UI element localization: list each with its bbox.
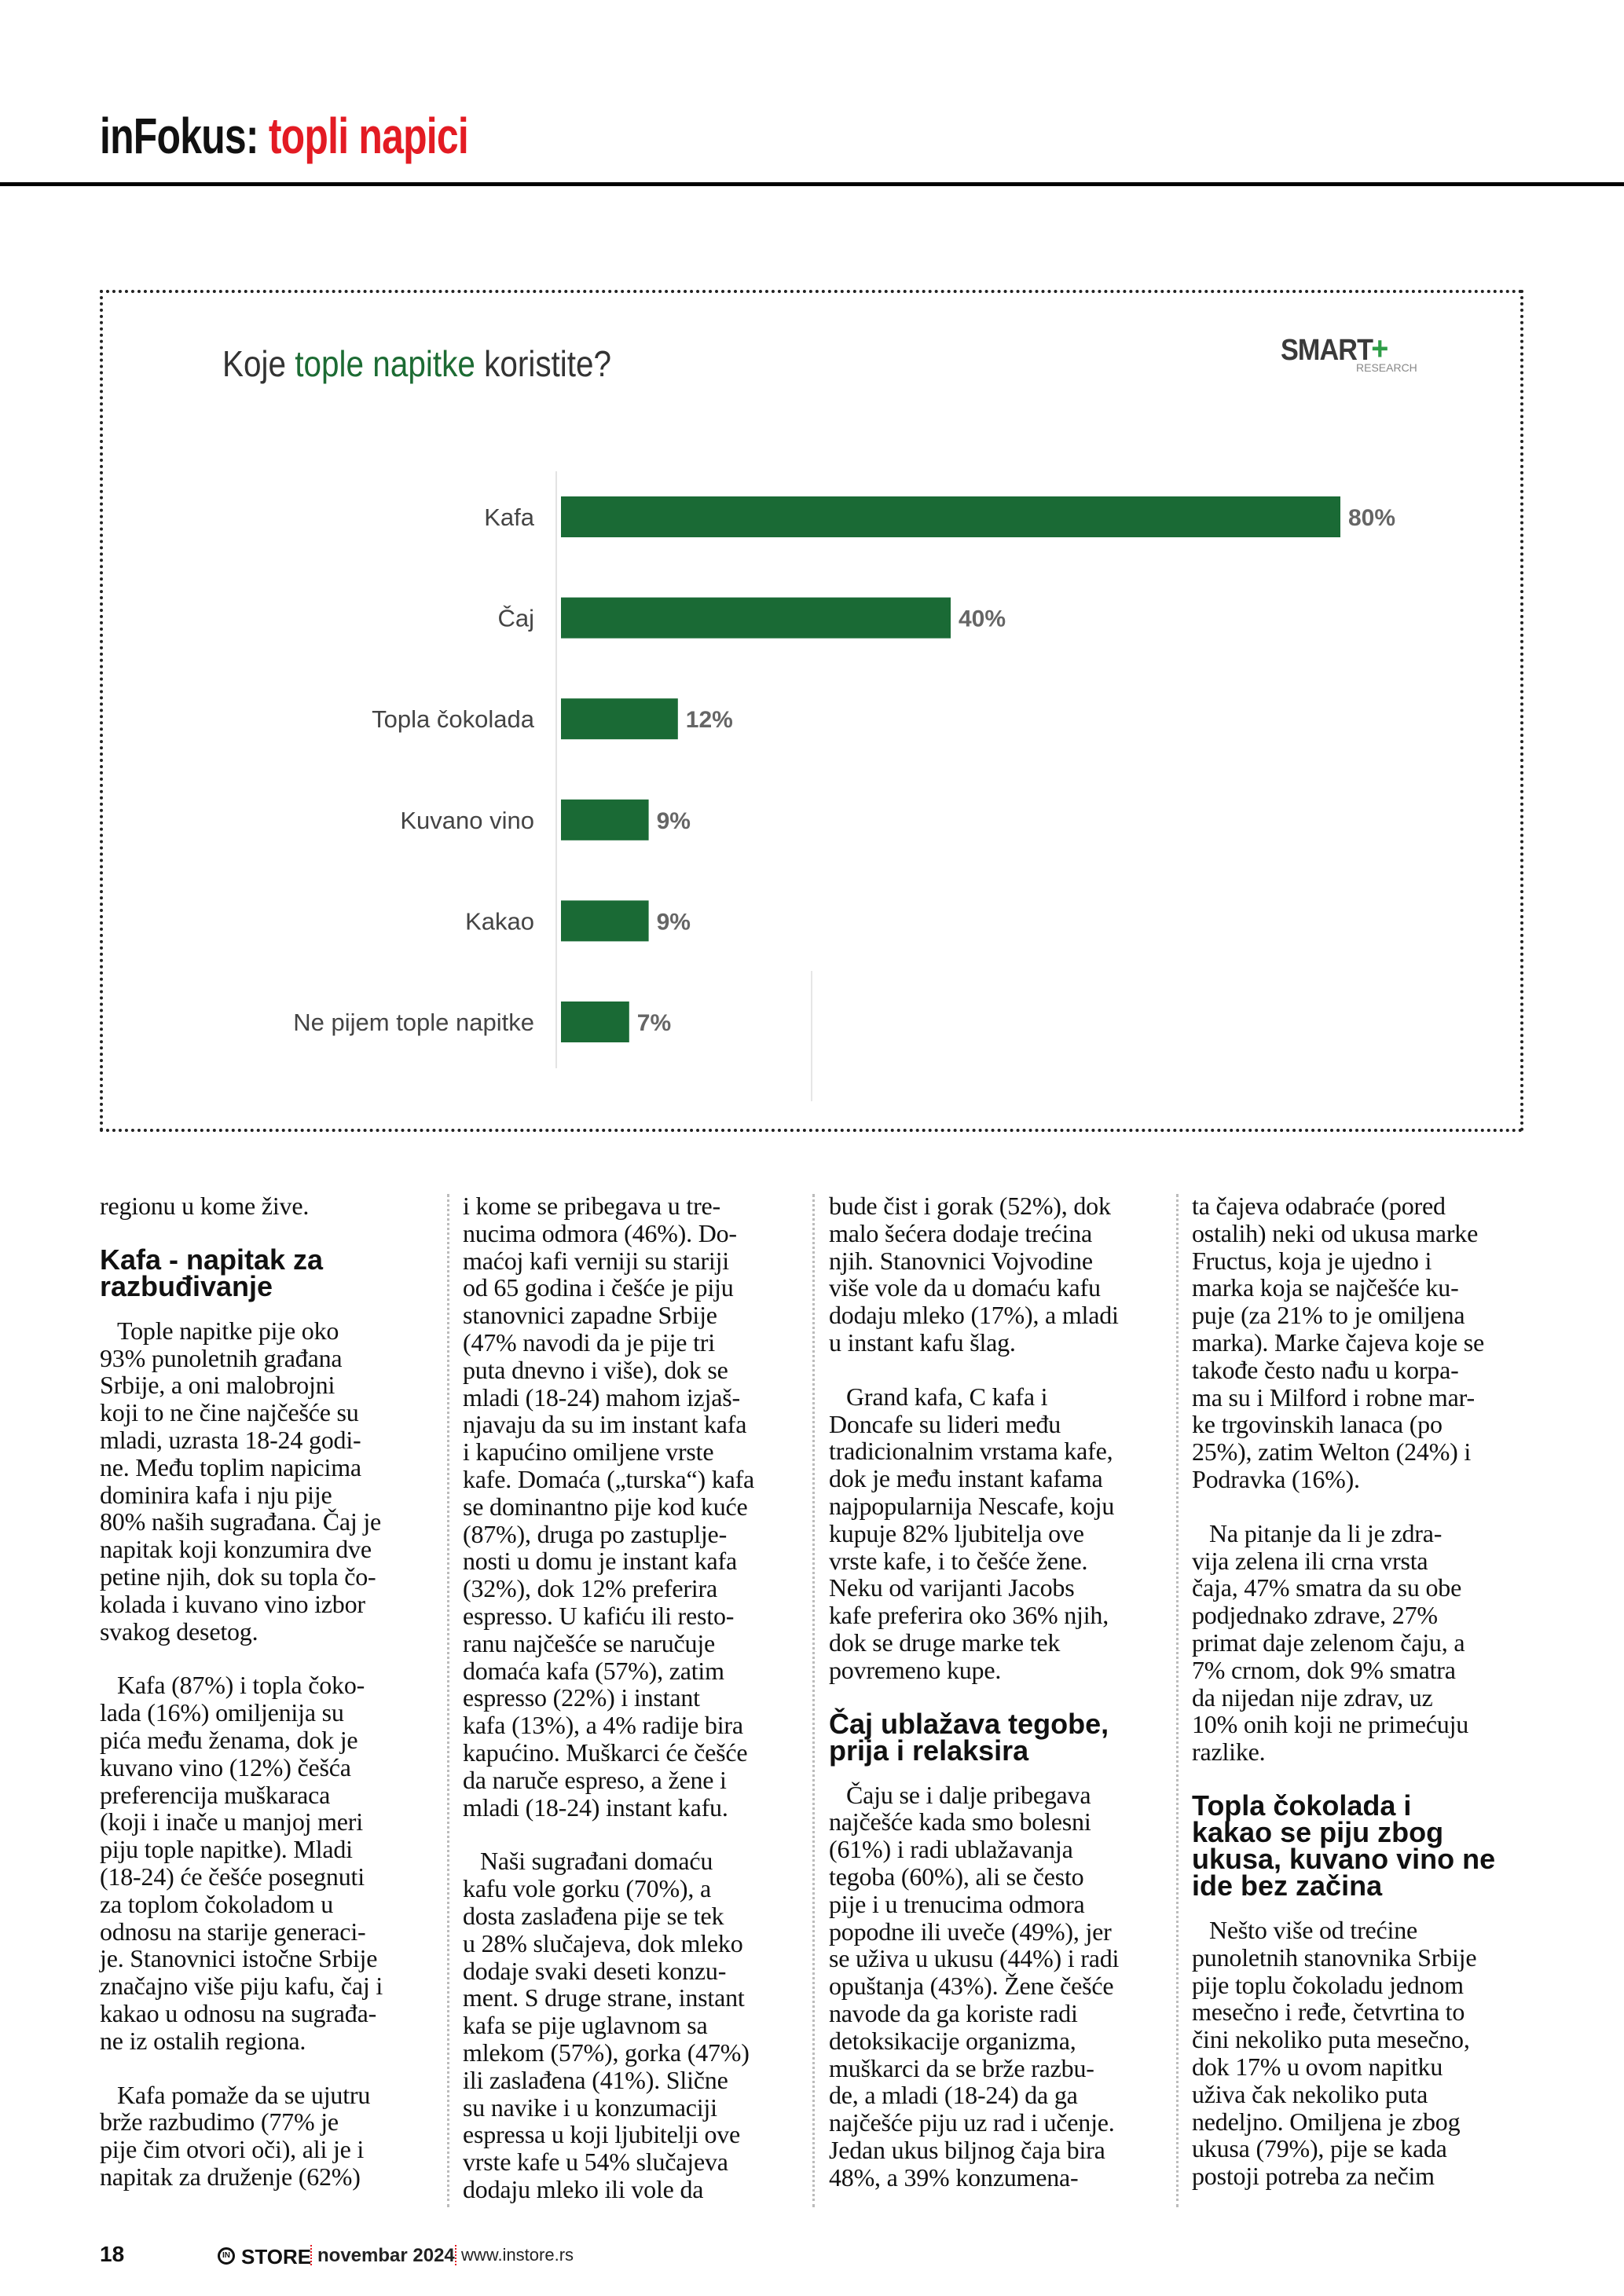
chart-title-part: Koje [222, 343, 295, 384]
text-line: ostalih) neki od ukusa marke [1192, 1218, 1479, 1247]
text-line: njavaju da su im instant kafa [463, 1410, 747, 1439]
logo-text: SMART+ [1281, 330, 1388, 367]
value-label: 9% [656, 807, 691, 834]
text-line: 48%, a 39% konzumena- [829, 2162, 1079, 2192]
text-line: dok se druge marke tek [829, 1628, 1061, 1657]
text-line: nosti u domu je instant kafa [463, 1547, 738, 1576]
text-line: Grand kafa, C kafa i [846, 1382, 1048, 1411]
text-line: i kapućino omiljene vrste [463, 1437, 714, 1467]
text-line: 10% onih koji ne primećuju [1192, 1710, 1469, 1739]
value-label: 7% [636, 1010, 672, 1036]
text-line: Srbije, a oni malobrojni [100, 1371, 335, 1400]
text-line: kolada i kuvano vino izbor [100, 1589, 365, 1618]
paragraph [829, 1383, 1179, 1684]
text-line: se uživa u ukusu (44%) i radi [829, 1944, 1120, 1973]
text-line: kafe. Domaća („turska“) kafa [463, 1464, 755, 1493]
text-column [1192, 1192, 1542, 2217]
text-line: kuvano vino (12%) češća [100, 1752, 351, 1782]
text-line: Nešto više od trećine [1209, 1915, 1418, 1944]
text-line: pića među ženama, dok je [100, 1725, 358, 1754]
text-line: ukusa, kuvano vino ne [1192, 1842, 1496, 1875]
text-line: podjednako zdrave, 27% [1192, 1601, 1438, 1630]
bar [561, 598, 951, 639]
text-line: ta čajeva odabraće (pored [1192, 1192, 1446, 1220]
text-line: Neku od varijanti Jacobs [829, 1573, 1075, 1602]
text-line: espressa u koji ljubitelji ove [463, 2120, 741, 2149]
text-line: espresso. U kafiću ili resto- [463, 1601, 735, 1630]
text-line: kakao u odnosu na sugrađa- [100, 1998, 377, 2027]
paragraph [100, 1192, 450, 1220]
text-line: regionu u kome žive. [100, 1192, 310, 1220]
in-logo-icon: IN [218, 2247, 235, 2265]
chart-title-accent: tople napitke [295, 343, 475, 384]
text-line: čaja, 47% smatra da su obe [1192, 1573, 1462, 1602]
text-line: (18-24) će češće posegnuti [100, 1862, 365, 1891]
text-line: lada (16%) omiljenija su [100, 1698, 344, 1727]
text-line: ili zaslađena (41%). Slične [463, 2065, 728, 2094]
paragraph [100, 2082, 450, 2191]
text-line: ukusa (79%), pije se kada [1192, 2134, 1447, 2163]
text-line: (87%), druga po zastuplje- [463, 1519, 728, 1548]
text-line: više vole da u domaću kafu [829, 1273, 1101, 1302]
text-line: kupuje 82% ljubitelja ove [829, 1518, 1084, 1547]
text-line: (47% navodi da je pije tri [463, 1327, 715, 1357]
bar [561, 900, 649, 941]
category-label: Topla čokolada [372, 705, 534, 734]
category-label: Ne pijem tople napitke [293, 1009, 534, 1036]
text-line: brže razbudimo (77% je [100, 2107, 339, 2137]
text-line: uživa čak nekoliko puta [1192, 2079, 1428, 2108]
text-line: puta dnevno i više), dok se [463, 1355, 728, 1384]
text-line: ranu najčešće se naručuje [463, 1628, 716, 1657]
paragraph [100, 1672, 450, 2054]
text-line: čini nekoliko puta mesečno, [1192, 2025, 1470, 2054]
text-line: kafa se pije uglavnom sa [463, 2011, 708, 2040]
text-line: Naši sugrađani domaću [480, 1847, 713, 1876]
value-label: 80% [1348, 505, 1396, 531]
bar [561, 800, 649, 840]
text-line: Topla čokolada i [1192, 1789, 1412, 1822]
column-divider [812, 1194, 815, 2207]
text-line: ment. S druge strane, instant [463, 1983, 745, 2012]
paragraph [463, 1847, 813, 2203]
text-line: nedeljno. Omiljena je zbog [1192, 2107, 1461, 2136]
text-line: od 65 godina i češće je piju [463, 1273, 734, 1302]
text-line: dok je među instant kafama [829, 1464, 1103, 1493]
website-link[interactable]: www.instore.rs [461, 2245, 574, 2265]
paragraph [100, 1317, 450, 1646]
text-line: dosta zaslađena pije se tek [463, 1901, 724, 1930]
text-line: pije i u trenucima odmora [829, 1889, 1085, 1918]
bar [561, 496, 1340, 537]
text-line: Fructus, koja je ujedno i [1192, 1246, 1432, 1275]
text-line: nucima odmora (46%). Do- [463, 1218, 737, 1247]
section-prefix: inFokus: [100, 108, 258, 164]
paragraph [463, 1192, 813, 1821]
subheading [829, 1707, 1179, 1767]
text-line: najčešće piju uz rad i učenje. [829, 2108, 1115, 2137]
text-line: punoletnih stanovnika Srbije [1192, 1943, 1477, 1972]
text-line: vrste kafe u 54% slučajeva [463, 2148, 728, 2177]
text-line: kakao se piju zbog [1192, 1815, 1444, 1848]
text-line: dominira kafa i nju pije [100, 1480, 332, 1509]
text-line: ma su i Milford i robne mar- [1192, 1382, 1475, 1412]
text-line: maćoj kafi verniji su stariji [463, 1246, 729, 1275]
text-line: pije toplu čokoladu jednom [1192, 1970, 1464, 1999]
text-line: marka koja se najčešće ku- [1192, 1273, 1459, 1302]
paragraph [1192, 1192, 1542, 1493]
text-line: muškarci da se brže razbu- [829, 2053, 1094, 2082]
text-line: dodaju mleko (17%), a mladi [829, 1301, 1119, 1330]
column-divider [1176, 1194, 1179, 2207]
text-line: Kafa - napitak za [100, 1243, 324, 1276]
text-column [463, 1192, 813, 2230]
text-line: puje (za 21% to je omiljena [1192, 1301, 1465, 1330]
paragraph [829, 1192, 1179, 1357]
chart-title-part: koristite? [475, 343, 612, 384]
text-line: koji to ne čine najčešće su [100, 1398, 359, 1427]
text-line: 25%), zatim Welton (24%) i [1192, 1437, 1472, 1467]
subheading [1192, 1789, 1542, 1902]
text-line: ke trgovinskih lanaca (po [1192, 1410, 1443, 1439]
page-number: 18 [100, 2242, 125, 2266]
text-line: 93% punoletnih građana [100, 1343, 343, 1372]
paragraph [1192, 1917, 1542, 2190]
text-line: Čaju se i dalje pribegava [846, 1780, 1091, 1809]
text-line: Doncafe su lideri među [829, 1409, 1061, 1438]
value-label: 12% [685, 707, 733, 734]
text-line: u instant kafu šlag. [829, 1327, 1016, 1357]
text-line: 7% crnom, dok 9% smatra [1192, 1655, 1456, 1684]
text-line: Podravka (16%). [1192, 1464, 1360, 1493]
value-label: 40% [959, 606, 1006, 632]
category-label: Kuvano vino [400, 806, 534, 834]
text-line: (koji i inače u manjoj meri [100, 1807, 363, 1836]
text-line: postoji potreba za nečim [1192, 2162, 1435, 2191]
text-line: kapućino. Muškarci će češće [463, 1738, 748, 1767]
text-line: pije čim otvori oči), ali je i [100, 2135, 365, 2164]
text-line: razbuđivanje [100, 1269, 273, 1302]
text-line: stanovnici zapadne Srbije [463, 1301, 717, 1330]
text-line: Na pitanje da li je zdra- [1209, 1518, 1443, 1547]
text-line: povremeno kupe. [829, 1655, 1002, 1684]
text-line: tradicionalnim vrstama kafe, [829, 1437, 1113, 1466]
text-line: Čaj ublažava tegobe, [829, 1707, 1109, 1740]
text-line: napitak za druženje (62%) [100, 2162, 361, 2191]
paragraph [1192, 1520, 1542, 1766]
text-line: malo šećera dodaje trećina [829, 1218, 1093, 1247]
text-line: 80% naših sugrađana. Čaj je [100, 1507, 382, 1536]
text-line: njih. Stanovnici Vojvodine [829, 1246, 1093, 1275]
text-column [100, 1192, 450, 2217]
text-line: dodaju mleko ili vole da [463, 2174, 704, 2203]
text-line: (61%) i radi ublažavanja [829, 1835, 1073, 1864]
category-label: Kakao [465, 907, 534, 936]
text-line: Tople napitke pije oko [117, 1316, 339, 1345]
magazine-name: STORE [241, 2245, 312, 2269]
section-topic: topli napici [268, 108, 468, 164]
subheading [100, 1243, 450, 1302]
category-label: Čaj [497, 604, 534, 632]
text-line: (32%), dok 12% preferira [463, 1574, 717, 1603]
text-line: navode da ga koriste radi [829, 1998, 1078, 2027]
text-line: ne iz ostalih regiona. [100, 2026, 306, 2055]
footer-divider [455, 2245, 456, 2265]
text-line: domaća kafa (57%), zatim [463, 1656, 724, 1685]
text-line: vija zelena ili crna vrsta [1192, 1546, 1428, 1575]
text-line: mesečno i ređe, četvrtina to [1192, 1998, 1465, 2027]
logo-subtext: RESEARCH [1356, 361, 1417, 374]
issue-date: novembar 2024 [317, 2245, 455, 2266]
text-line: mlekom (57%), gorka (47%) [463, 2038, 750, 2067]
text-line: za toplom čokoladom u [100, 1889, 334, 1918]
text-line: vrste kafe, i to češće žene. [829, 1546, 1088, 1575]
text-line: petine njih, dok su topla čo- [100, 1562, 376, 1591]
footer-divider [310, 2245, 312, 2265]
text-line: popodne ili uveče (49%), jer [829, 1917, 1112, 1946]
text-line: kafa (13%), a 4% radije bira [463, 1711, 743, 1740]
text-line: napitak koji konzumira dve [100, 1535, 372, 1564]
text-line: ne. Među toplim napicima [100, 1452, 361, 1481]
text-line: preferencija muškaraca [100, 1780, 331, 1809]
text-line: Kafa (87%) i topla čoko- [117, 1671, 365, 1700]
text-line: de, a mladi (18-24) da ga [829, 2081, 1078, 2110]
text-line: prija i relaksira [829, 1734, 1029, 1767]
text-line: kafe preferira oko 36% njih, [829, 1601, 1109, 1630]
text-line: opuštanja (43%). Žene češće [829, 1972, 1114, 2001]
text-line: marka). Marke čajeva koje se [1192, 1327, 1484, 1357]
text-line: u 28% slučajeva, dok mleko [463, 1928, 743, 1957]
text-line: bude čist i gorak (52%), dok [829, 1192, 1111, 1220]
text-line: najčešće kada smo bolesni [829, 1807, 1091, 1836]
text-line: primat daje zelenom čaju, a [1192, 1628, 1465, 1657]
text-line: značajno više piju kafu, čaj i [100, 1972, 383, 2001]
text-line: su navike i u konzumaciji [463, 2093, 717, 2122]
text-line: da naruče espreso, a žene i [463, 1765, 727, 1794]
text-line: odnosu na starije generaci- [100, 1917, 366, 1946]
text-line: svakog desetog. [100, 1617, 258, 1646]
paragraph [829, 1782, 1179, 2192]
text-line: mladi, uzrasta 18-24 godi- [100, 1425, 361, 1454]
text-line: je. Stanovnici istočne Srbije [100, 1944, 378, 1973]
text-line: tegoba (60%), ali se često [829, 1862, 1084, 1891]
text-line: mladi (18-24) mahom izjaš- [463, 1382, 740, 1412]
text-line: dodaje svaki deseti konzu- [463, 1956, 727, 1985]
bar [561, 1002, 629, 1042]
category-label: Kafa [484, 504, 534, 531]
text-line: ide bez začina [1192, 1869, 1383, 1902]
text-line: Jedan ukus biljnog čaja bira [829, 2135, 1105, 2164]
text-line: mladi (18-24) instant kafu. [463, 1792, 728, 1822]
text-line: detoksikacije organizma, [829, 2026, 1076, 2055]
text-line: kafu vole gorku (70%), a [463, 1874, 711, 1903]
column-divider [447, 1194, 449, 2207]
page-footer [100, 2240, 1514, 2272]
value-label: 9% [656, 909, 691, 936]
bar [561, 698, 678, 739]
text-line: da nijedan nije zdrav, uz [1192, 1683, 1433, 1712]
text-line: Kafa pomaže da se ujutru [117, 2080, 371, 2109]
text-line: i kome se pribegava u tre- [463, 1192, 721, 1220]
text-line: najpopularnija Nescafe, koju [829, 1491, 1115, 1520]
text-line: espresso (22%) i instant [463, 1683, 700, 1712]
text-line: piju tople napitke). Mladi [100, 1835, 353, 1864]
text-column [829, 1192, 1179, 2218]
text-line: se dominantno pije kod kuće [463, 1492, 748, 1521]
text-line: razlike. [1192, 1738, 1266, 1767]
text-line: takođe često nađu u korpa- [1192, 1355, 1459, 1384]
text-line: dok 17% u ovom napitku [1192, 2052, 1443, 2081]
